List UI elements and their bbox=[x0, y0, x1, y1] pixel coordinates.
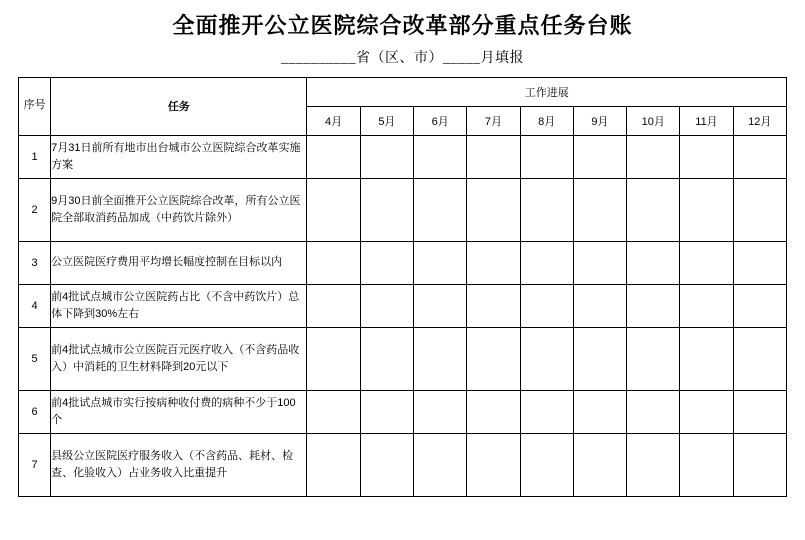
progress-cell-month-7[interactable] bbox=[467, 327, 520, 390]
progress-cell-month-7[interactable] bbox=[467, 284, 520, 327]
row-task: 前4批试点城市公立医院药占比（不含中药饮片）总体下降到30%左右 bbox=[51, 284, 307, 327]
progress-cell-month-6[interactable] bbox=[414, 178, 467, 241]
row-seq: 1 bbox=[19, 135, 51, 178]
progress-cell-month-6[interactable] bbox=[414, 390, 467, 433]
progress-cell-month-9[interactable] bbox=[573, 178, 626, 241]
progress-cell-month-11[interactable] bbox=[680, 390, 733, 433]
column-header-task: 任务 bbox=[51, 77, 307, 135]
progress-cell-month-4[interactable] bbox=[307, 178, 360, 241]
progress-cell-month-5[interactable] bbox=[360, 135, 413, 178]
progress-cell-month-6[interactable] bbox=[414, 241, 467, 284]
progress-cell-month-7[interactable] bbox=[467, 178, 520, 241]
page-title: 全面推开公立医院综合改革部分重点任务台账 bbox=[172, 13, 633, 38]
column-header-month-8: 8月 bbox=[520, 106, 573, 135]
progress-cell-month-5[interactable] bbox=[360, 284, 413, 327]
progress-cell-month-9[interactable] bbox=[573, 135, 626, 178]
progress-cell-month-12[interactable] bbox=[733, 433, 786, 496]
progress-cell-month-10[interactable] bbox=[627, 327, 680, 390]
row-task: 9月30日前全面推开公立医院综合改革，所有公立医院全部取消药品加成（中药饮片除外） bbox=[51, 178, 307, 241]
progress-cell-month-12[interactable] bbox=[733, 390, 786, 433]
progress-cell-month-4[interactable] bbox=[307, 390, 360, 433]
row-task: 前4批试点城市实行按病种收付费的病种不少于100个 bbox=[51, 390, 307, 433]
progress-cell-month-10[interactable] bbox=[627, 390, 680, 433]
progress-cell-month-12[interactable] bbox=[733, 327, 786, 390]
progress-cell-month-11[interactable] bbox=[680, 135, 733, 178]
row-task: 县级公立医院医疗服务收入（不含药品、耗材、检查、化验收入）占业务收入比重提升 bbox=[51, 433, 307, 496]
progress-cell-month-5[interactable] bbox=[360, 178, 413, 241]
progress-cell-month-9[interactable] bbox=[573, 433, 626, 496]
row-task: 公立医院医疗费用平均增长幅度控制在目标以内 bbox=[51, 241, 307, 284]
table-row bbox=[19, 241, 787, 284]
progress-cell-month-6[interactable] bbox=[414, 433, 467, 496]
progress-cell-month-9[interactable] bbox=[573, 327, 626, 390]
row-seq: 5 bbox=[19, 327, 51, 390]
progress-cell-month-8[interactable] bbox=[520, 284, 573, 327]
progress-cell-month-12[interactable] bbox=[733, 178, 786, 241]
progress-cell-month-9[interactable] bbox=[573, 284, 626, 327]
progress-cell-month-8[interactable] bbox=[520, 433, 573, 496]
progress-cell-month-9[interactable] bbox=[573, 241, 626, 284]
progress-cell-month-10[interactable] bbox=[627, 284, 680, 327]
progress-cell-month-6[interactable] bbox=[414, 284, 467, 327]
progress-cell-month-10[interactable] bbox=[627, 135, 680, 178]
column-header-progress: 工作进展 bbox=[307, 77, 787, 106]
progress-cell-month-8[interactable] bbox=[520, 178, 573, 241]
table-header-row-1 bbox=[19, 77, 787, 106]
progress-cell-month-7[interactable] bbox=[467, 135, 520, 178]
row-seq: 3 bbox=[19, 241, 51, 284]
progress-cell-month-10[interactable] bbox=[627, 178, 680, 241]
column-header-month-4: 4月 bbox=[307, 106, 360, 135]
row-task: 7月31日前所有地市出台城市公立医院综合改革实施方案 bbox=[51, 135, 307, 178]
column-header-month-6: 6月 bbox=[414, 106, 467, 135]
table-row bbox=[19, 327, 787, 390]
column-header-month-11: 11月 bbox=[680, 106, 733, 135]
row-seq: 6 bbox=[19, 390, 51, 433]
column-header-month-5: 5月 bbox=[360, 106, 413, 135]
table-row bbox=[19, 390, 787, 433]
progress-cell-month-12[interactable] bbox=[733, 135, 786, 178]
column-header-month-12: 12月 bbox=[733, 106, 786, 135]
row-seq: 7 bbox=[19, 433, 51, 496]
progress-cell-month-5[interactable] bbox=[360, 433, 413, 496]
progress-cell-month-11[interactable] bbox=[680, 284, 733, 327]
table-row bbox=[19, 178, 787, 241]
progress-cell-month-8[interactable] bbox=[520, 241, 573, 284]
progress-cell-month-12[interactable] bbox=[733, 284, 786, 327]
progress-cell-month-12[interactable] bbox=[733, 241, 786, 284]
progress-cell-month-5[interactable] bbox=[360, 327, 413, 390]
progress-cell-month-5[interactable] bbox=[360, 390, 413, 433]
progress-cell-month-7[interactable] bbox=[467, 241, 520, 284]
progress-cell-month-4[interactable] bbox=[307, 135, 360, 178]
task-ledger-table bbox=[18, 77, 787, 497]
row-seq: 2 bbox=[19, 178, 51, 241]
document-page bbox=[0, 12, 805, 540]
column-header-month-9: 9月 bbox=[573, 106, 626, 135]
progress-cell-month-7[interactable] bbox=[467, 433, 520, 496]
column-header-month-10: 10月 bbox=[627, 106, 680, 135]
progress-cell-month-8[interactable] bbox=[520, 390, 573, 433]
progress-cell-month-4[interactable] bbox=[307, 433, 360, 496]
report-subtitle: __________省（区、市）_____月填报 bbox=[281, 50, 524, 66]
progress-cell-month-8[interactable] bbox=[520, 327, 573, 390]
progress-cell-month-4[interactable] bbox=[307, 284, 360, 327]
progress-cell-month-11[interactable] bbox=[680, 241, 733, 284]
table-row bbox=[19, 135, 787, 178]
progress-cell-month-5[interactable] bbox=[360, 241, 413, 284]
table-row bbox=[19, 433, 787, 496]
progress-cell-month-6[interactable] bbox=[414, 135, 467, 178]
column-header-seq: 序号 bbox=[19, 77, 51, 135]
progress-cell-month-4[interactable] bbox=[307, 327, 360, 390]
row-task: 前4批试点城市公立医院百元医疗收入（不含药品收入）中消耗的卫生材料降到20元以下 bbox=[51, 327, 307, 390]
row-seq: 4 bbox=[19, 284, 51, 327]
progress-cell-month-10[interactable] bbox=[627, 433, 680, 496]
progress-cell-month-11[interactable] bbox=[680, 433, 733, 496]
column-header-month-7: 7月 bbox=[467, 106, 520, 135]
progress-cell-month-11[interactable] bbox=[680, 178, 733, 241]
table-row bbox=[19, 284, 787, 327]
progress-cell-month-11[interactable] bbox=[680, 327, 733, 390]
progress-cell-month-7[interactable] bbox=[467, 390, 520, 433]
progress-cell-month-9[interactable] bbox=[573, 390, 626, 433]
progress-cell-month-10[interactable] bbox=[627, 241, 680, 284]
progress-cell-month-6[interactable] bbox=[414, 327, 467, 390]
progress-cell-month-4[interactable] bbox=[307, 241, 360, 284]
progress-cell-month-8[interactable] bbox=[520, 135, 573, 178]
